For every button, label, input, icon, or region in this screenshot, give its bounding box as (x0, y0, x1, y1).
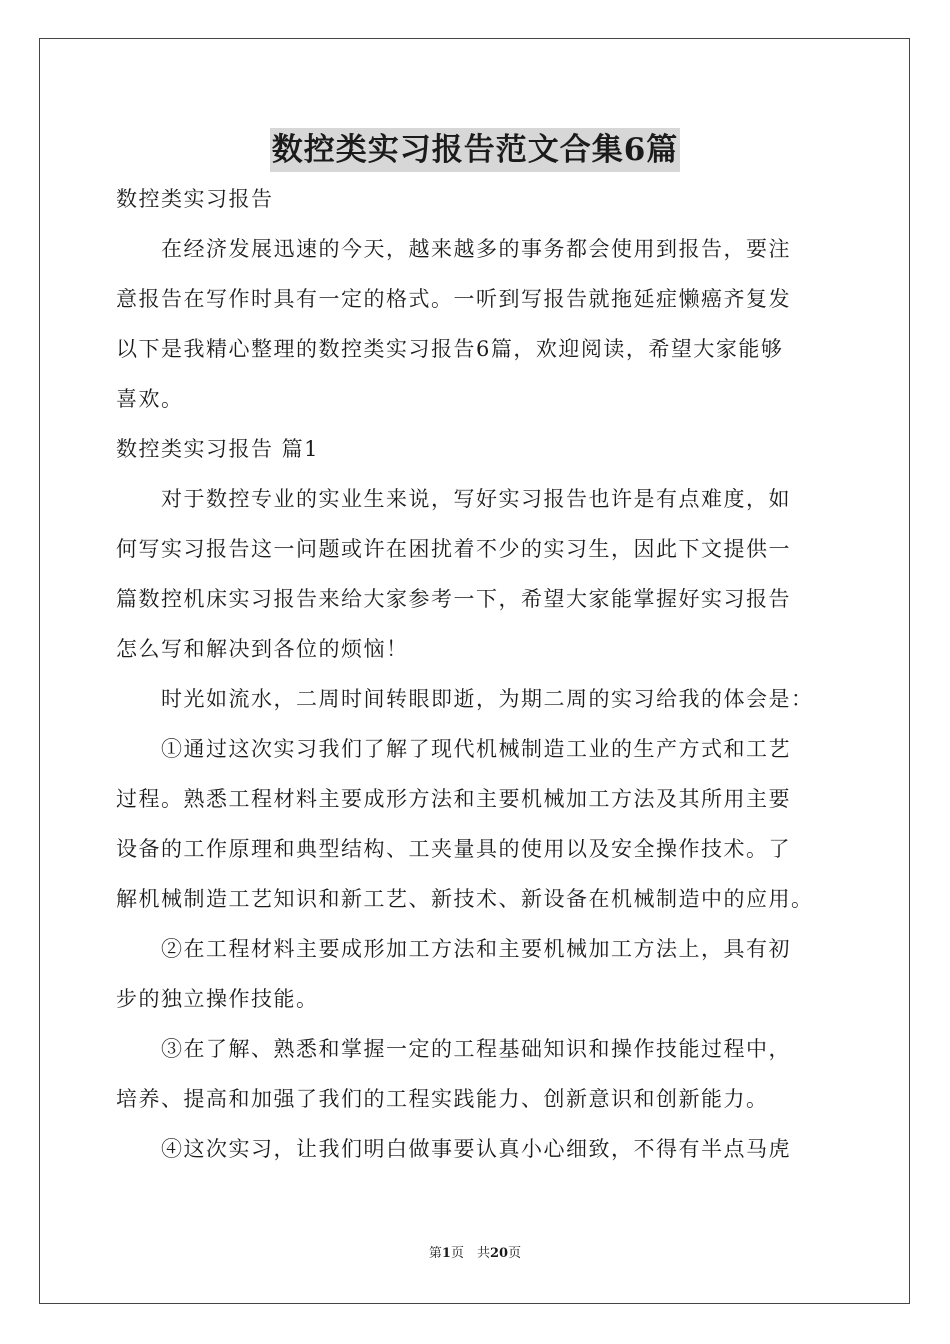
paragraph-line: 篇数控机床实习报告来给大家参考一下，希望大家能掌握好实习报告 (116, 587, 791, 611)
paragraph-line: ③在了解、熟悉和掌握一定的工程基础知识和操作技能过程中， (116, 1037, 791, 1061)
paragraph-line: ④这次实习，让我们明白做事要认真小心细致，不得有半点马虎 (116, 1137, 791, 1161)
paragraph-line: 设备的工作原理和典型结构、工夹量具的使用以及安全操作技术。了 (116, 837, 791, 861)
section-heading: 数控类实习报告 (116, 187, 274, 211)
paragraph-line: 对于数控专业的实业生来说，写好实习报告也许是有点难度，如 (116, 487, 791, 511)
paragraph-line: 在经济发展迅速的今天，越来越多的事务都会使用到报告，要注 (116, 237, 791, 261)
footer-page-prefix: 第 (428, 1246, 442, 1261)
footer-total-pages: 20 (489, 1246, 509, 1261)
footer-page-suffix: 页 共 (450, 1246, 490, 1261)
footer-total-suffix: 页 (508, 1246, 522, 1261)
paragraph-line: ①通过这次实习我们了解了现代机械制造工业的生产方式和工艺 (116, 737, 791, 761)
paragraph-line: 喜欢。 (116, 387, 184, 411)
footer-page-number: 1 (441, 1246, 451, 1261)
paragraph-line: ②在工程材料主要成形加工方法和主要机械加工方法上，具有初 (116, 937, 791, 961)
section-heading: 数控类实习报告 篇1 (116, 437, 320, 461)
paragraph-line: 步的独立操作技能。 (116, 987, 319, 1011)
title-container (0, 128, 950, 172)
paragraph-line: 过程。熟悉工程材料主要成形方法和主要机械加工方法及其所用主要 (116, 787, 791, 811)
paragraph-line: 以下是我精心整理的数控类实习报告6篇，欢迎阅读，希望大家能够 (116, 337, 784, 361)
page-border (39, 38, 910, 1304)
paragraph-line: 解机械制造工艺知识和新工艺、新技术、新设备在机械制造中的应用。 (116, 887, 814, 911)
paragraph-line: 何写实习报告这一问题或许在困扰着不少的实习生，因此下文提供一 (116, 537, 791, 561)
paragraph-line: 怎么写和解决到各位的烦恼！ (116, 637, 409, 661)
paragraph-line: 培养、提高和加强了我们的工程实践能力、创新意识和创新能力。 (116, 1087, 769, 1111)
document-title: 数控类实习报告范文合集6篇 (270, 128, 681, 172)
paragraph-line: 意报告在写作时具有一定的格式。一听到写报告就拖延症懒癌齐复发 (116, 287, 791, 311)
page-footer (0, 1244, 950, 1264)
paragraph-line: 时光如流水，二周时间转眼即逝，为期二周的实习给我的体会是： (116, 687, 814, 711)
